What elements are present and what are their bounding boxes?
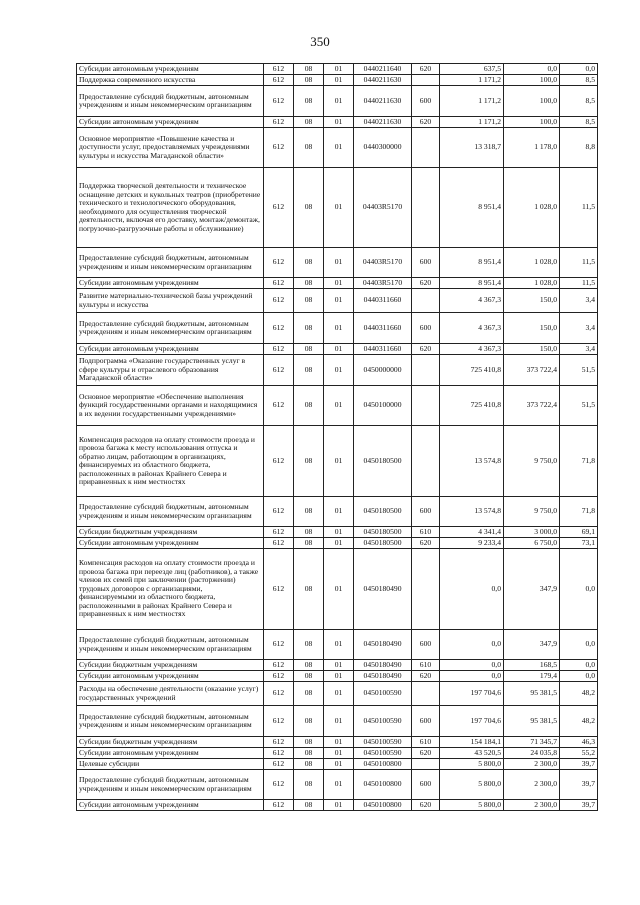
row-name: Подпрограмма «Оказание государственных услуг в сфере культуры и отраслевого образования Магаданской области» [77,355,264,386]
plan-amount: 5 800,0 [440,770,504,800]
ministry-code: 612 [264,117,294,128]
actual-amount: 9 750,0 [504,426,560,497]
subsection-code: 01 [324,344,354,355]
table-row [77,538,598,549]
actual-amount: 1 028,0 [504,278,560,289]
table-row [77,737,598,748]
row-name: Предоставление субсидий бюджетным, автономным учреждениям и иным некоммерческим организациям [77,497,264,527]
target-article: 04403R5170 [354,168,412,248]
ministry-code: 612 [264,86,294,117]
plan-amount: 1 171,2 [440,86,504,117]
actual-amount: 347,9 [504,630,560,660]
section-code: 08 [294,289,324,313]
target-article: 0450180490 [354,660,412,671]
subsection-code: 01 [324,759,354,770]
plan-amount: 8 951,4 [440,278,504,289]
plan-amount: 197 704,6 [440,706,504,737]
table-row [77,289,598,313]
expense-type: 600 [412,248,440,278]
plan-amount: 725 410,8 [440,386,504,426]
subsection-code: 01 [324,75,354,86]
table-row [77,313,598,344]
percent-executed: 0,0 [560,630,598,660]
plan-amount: 637,5 [440,64,504,75]
section-code: 08 [294,497,324,527]
row-name: Субсидии автономным учреждениям [77,538,264,549]
subsection-code: 01 [324,355,354,386]
ministry-code: 612 [264,64,294,75]
percent-executed: 39,7 [560,800,598,811]
target-article: 0450000000 [354,355,412,386]
percent-executed: 71,8 [560,497,598,527]
section-code: 08 [294,538,324,549]
percent-executed: 0,0 [560,64,598,75]
target-article: 0450180490 [354,630,412,660]
percent-executed: 3,4 [560,313,598,344]
ministry-code: 612 [264,313,294,344]
ministry-code: 612 [264,770,294,800]
actual-amount: 347,9 [504,549,560,630]
percent-executed: 8,5 [560,86,598,117]
table-row [77,117,598,128]
plan-amount: 0,0 [440,671,504,682]
subsection-code: 01 [324,630,354,660]
table-row [77,386,598,426]
actual-amount: 2 300,0 [504,770,560,800]
plan-amount: 725 410,8 [440,355,504,386]
actual-amount: 71 345,7 [504,737,560,748]
table-row [77,748,598,759]
row-name: Основное мероприятие «Обеспечение выполнения функций государственными органами и находящимися в их ведении государственными учреждениями» [77,386,264,426]
target-article: 0440311660 [354,289,412,313]
table-row [77,64,598,75]
table-row [77,75,598,86]
row-name: Компенсация расходов на оплату стоимости проезда и провоза багажа при переезде лиц (работников), а также членов их семей при заключении (расторжении) трудовых договоров с организациями, финансируемыми из областного бюджета, расположенными в районах Крайнего Севера и приравненных к ним местностях [77,549,264,630]
expense-type: 620 [412,64,440,75]
actual-amount: 168,5 [504,660,560,671]
subsection-code: 01 [324,426,354,497]
expense-type [412,289,440,313]
ministry-code: 612 [264,630,294,660]
section-code: 08 [294,800,324,811]
budget-table [76,63,598,811]
plan-amount: 4 367,3 [440,313,504,344]
row-name: Субсидии автономным учреждениям [77,64,264,75]
ministry-code: 612 [264,671,294,682]
table-row [77,770,598,800]
section-code: 08 [294,64,324,75]
section-code: 08 [294,355,324,386]
plan-amount: 5 800,0 [440,759,504,770]
percent-executed: 51,5 [560,386,598,426]
plan-amount: 8 951,4 [440,168,504,248]
table-body [77,64,598,811]
row-name: Субсидии автономным учреждениям [77,800,264,811]
actual-amount: 100,0 [504,75,560,86]
subsection-code: 01 [324,313,354,344]
expense-type [412,549,440,630]
percent-executed: 51,5 [560,355,598,386]
expense-type: 600 [412,770,440,800]
percent-executed: 48,2 [560,706,598,737]
plan-amount: 154 184,1 [440,737,504,748]
table-row [77,759,598,770]
percent-executed: 8,8 [560,128,598,168]
plan-amount: 4 367,3 [440,289,504,313]
row-name: Целевые субсидии [77,759,264,770]
ministry-code: 612 [264,355,294,386]
row-name: Субсидии бюджетным учреждениям [77,527,264,538]
section-code: 08 [294,168,324,248]
actual-amount: 373 722,4 [504,386,560,426]
ministry-code: 612 [264,800,294,811]
actual-amount: 24 035,8 [504,748,560,759]
percent-executed: 3,4 [560,344,598,355]
subsection-code: 01 [324,770,354,800]
percent-executed: 0,0 [560,660,598,671]
ministry-code: 612 [264,75,294,86]
target-article: 0440211630 [354,75,412,86]
actual-amount: 2 300,0 [504,759,560,770]
actual-amount: 1 178,0 [504,128,560,168]
plan-amount: 197 704,6 [440,682,504,706]
expense-type: 610 [412,660,440,671]
table-row [77,630,598,660]
subsection-code: 01 [324,538,354,549]
section-code: 08 [294,682,324,706]
expense-type: 620 [412,800,440,811]
section-code: 08 [294,549,324,630]
expense-type: 600 [412,630,440,660]
expense-type [412,386,440,426]
percent-executed: 55,2 [560,748,598,759]
plan-amount: 1 171,2 [440,75,504,86]
expense-type: 600 [412,313,440,344]
section-code: 08 [294,278,324,289]
table-row [77,497,598,527]
percent-executed: 3,4 [560,289,598,313]
table-row [77,682,598,706]
plan-amount: 13 574,8 [440,426,504,497]
actual-amount: 100,0 [504,86,560,117]
row-name: Субсидии автономным учреждениям [77,278,264,289]
expense-type [412,128,440,168]
subsection-code: 01 [324,660,354,671]
percent-executed: 11,5 [560,168,598,248]
percent-executed: 0,0 [560,671,598,682]
actual-amount: 2 300,0 [504,800,560,811]
row-name: Расходы на обеспечение деятельности (оказание услуг) государственных учреждений [77,682,264,706]
actual-amount: 150,0 [504,289,560,313]
row-name: Субсидии автономным учреждениям [77,748,264,759]
target-article: 0450100000 [354,386,412,426]
ministry-code: 612 [264,759,294,770]
table-row [77,800,598,811]
target-article: 0440300000 [354,128,412,168]
subsection-code: 01 [324,278,354,289]
expense-type [412,759,440,770]
plan-amount: 9 233,4 [440,538,504,549]
actual-amount: 179,4 [504,671,560,682]
plan-amount: 43 520,5 [440,748,504,759]
section-code: 08 [294,748,324,759]
percent-executed: 71,8 [560,426,598,497]
target-article: 0450180500 [354,426,412,497]
target-article: 0450100590 [354,737,412,748]
row-name: Поддержка творческой деятельности и техническое оснащение детских и кукольных театров (приобретение технического и технологического оборудования, необходимого для осуществления творческой деятельности, включая его доставку, монтаж/демонтаж, погрузочно-разгрузочные работы и обслуживание) [77,168,264,248]
expense-type: 620 [412,671,440,682]
expense-type [412,168,440,248]
row-name: Предоставление субсидий бюджетным, автономным учреждениям и иным некоммерческим организациям [77,706,264,737]
row-name: Предоставление субсидий бюджетным, автономным учреждениям и иным некоммерческим организациям [77,248,264,278]
section-code: 08 [294,117,324,128]
plan-amount: 0,0 [440,549,504,630]
subsection-code: 01 [324,86,354,117]
ministry-code: 612 [264,168,294,248]
actual-amount: 95 381,5 [504,706,560,737]
plan-amount: 8 951,4 [440,248,504,278]
section-code: 08 [294,737,324,748]
table-row [77,706,598,737]
row-name: Предоставление субсидий бюджетным, автономным учреждениям и иным некоммерческим организациям [77,630,264,660]
target-article: 0450100590 [354,706,412,737]
ministry-code: 612 [264,549,294,630]
row-name: Основное мероприятие «Повышение качества и доступности услуг, предоставляемых учреждениями культуры и искусства Магаданской области» [77,128,264,168]
plan-amount: 0,0 [440,660,504,671]
row-name: Предоставление субсидий бюджетным, автономным учреждениям и иным некоммерческим организациям [77,313,264,344]
section-code: 08 [294,128,324,168]
percent-executed: 0,0 [560,549,598,630]
target-article: 0440311660 [354,344,412,355]
section-code: 08 [294,527,324,538]
target-article: 0440211630 [354,86,412,117]
section-code: 08 [294,660,324,671]
target-article: 0450180500 [354,527,412,538]
section-code: 08 [294,86,324,117]
subsection-code: 01 [324,549,354,630]
plan-amount: 13 318,7 [440,128,504,168]
table-row [77,168,598,248]
target-article: 0440311660 [354,313,412,344]
expense-type [412,75,440,86]
subsection-code: 01 [324,748,354,759]
section-code: 08 [294,759,324,770]
table-row [77,426,598,497]
row-name: Субсидии автономным учреждениям [77,671,264,682]
row-name: Субсидии бюджетным учреждениям [77,737,264,748]
target-article: 0440211640 [354,64,412,75]
row-name: Субсидии автономным учреждениям [77,344,264,355]
plan-amount: 4 341,4 [440,527,504,538]
table-row [77,549,598,630]
table-row [77,248,598,278]
target-article: 0450180490 [354,671,412,682]
subsection-code: 01 [324,671,354,682]
target-article: 0450100800 [354,770,412,800]
ministry-code: 612 [264,737,294,748]
actual-amount: 95 381,5 [504,682,560,706]
subsection-code: 01 [324,527,354,538]
actual-amount: 1 028,0 [504,248,560,278]
plan-amount: 4 367,3 [440,344,504,355]
percent-executed: 39,7 [560,770,598,800]
subsection-code: 01 [324,497,354,527]
expense-type: 620 [412,278,440,289]
ministry-code: 612 [264,538,294,549]
section-code: 08 [294,770,324,800]
subsection-code: 01 [324,168,354,248]
row-name: Субсидии бюджетным учреждениям [77,660,264,671]
subsection-code: 01 [324,682,354,706]
table-row [77,660,598,671]
section-code: 08 [294,344,324,355]
subsection-code: 01 [324,64,354,75]
expense-type [412,682,440,706]
table-row [77,355,598,386]
target-article: 0450100590 [354,682,412,706]
target-article: 0450100590 [354,748,412,759]
row-name: Предоставление субсидий бюджетным, автономным учреждениям и иным некоммерческим организациям [77,770,264,800]
ministry-code: 612 [264,527,294,538]
section-code: 08 [294,313,324,344]
percent-executed: 69,1 [560,527,598,538]
ministry-code: 612 [264,289,294,313]
ministry-code: 612 [264,682,294,706]
expense-type: 600 [412,706,440,737]
subsection-code: 01 [324,289,354,313]
table-row [77,527,598,538]
target-article: 0450100800 [354,800,412,811]
ministry-code: 612 [264,426,294,497]
actual-amount: 150,0 [504,344,560,355]
plan-amount: 0,0 [440,630,504,660]
percent-executed: 8,5 [560,117,598,128]
section-code: 08 [294,671,324,682]
ministry-code: 612 [264,128,294,168]
expense-type: 600 [412,497,440,527]
actual-amount: 3 000,0 [504,527,560,538]
expense-type: 600 [412,86,440,117]
row-name: Субсидии автономным учреждениям [77,117,264,128]
section-code: 08 [294,630,324,660]
section-code: 08 [294,386,324,426]
expense-type: 610 [412,737,440,748]
plan-amount: 5 800,0 [440,800,504,811]
page-number: 350 [310,34,330,49]
actual-amount: 9 750,0 [504,497,560,527]
table-row [77,86,598,117]
percent-executed: 39,7 [560,759,598,770]
ministry-code: 612 [264,344,294,355]
section-code: 08 [294,248,324,278]
row-name: Предоставление субсидий бюджетным, автономным учреждениям и иным некоммерческим организациям [77,86,264,117]
subsection-code: 01 [324,737,354,748]
ministry-code: 612 [264,706,294,737]
percent-executed: 73,1 [560,538,598,549]
subsection-code: 01 [324,386,354,426]
target-article: 0440211630 [354,117,412,128]
actual-amount: 0,0 [504,64,560,75]
target-article: 0450180500 [354,538,412,549]
actual-amount: 100,0 [504,117,560,128]
section-code: 08 [294,706,324,737]
table-row [77,344,598,355]
expense-type: 620 [412,748,440,759]
ministry-code: 612 [264,278,294,289]
target-article: 0450180500 [354,497,412,527]
percent-executed: 48,2 [560,682,598,706]
ministry-code: 612 [264,497,294,527]
plan-amount: 13 574,8 [440,497,504,527]
percent-executed: 46,3 [560,737,598,748]
subsection-code: 01 [324,800,354,811]
subsection-code: 01 [324,117,354,128]
row-name: Компенсация расходов на оплату стоимости проезда и провоза багажа к месту использования отпуска и обратно лицам, работающим в организациях, финансируемых из областного бюджета, расположенных в районах Крайнего Севера и приравненных к ним местностях [77,426,264,497]
percent-executed: 11,5 [560,278,598,289]
target-article: 0450180490 [354,549,412,630]
subsection-code: 01 [324,248,354,278]
actual-amount: 1 028,0 [504,168,560,248]
actual-amount: 6 750,0 [504,538,560,549]
expense-type: 620 [412,538,440,549]
actual-amount: 373 722,4 [504,355,560,386]
expense-type: 620 [412,344,440,355]
section-code: 08 [294,75,324,86]
actual-amount: 150,0 [504,313,560,344]
ministry-code: 612 [264,748,294,759]
table-row [77,128,598,168]
percent-executed: 11,5 [560,248,598,278]
ministry-code: 612 [264,248,294,278]
expense-type [412,426,440,497]
target-article: 04403R5170 [354,248,412,278]
subsection-code: 01 [324,128,354,168]
subsection-code: 01 [324,706,354,737]
row-name: Развитие материально-технической базы учреждений культуры и искусства [77,289,264,313]
plan-amount: 1 171,2 [440,117,504,128]
row-name: Поддержка современного искусства [77,75,264,86]
ministry-code: 612 [264,660,294,671]
percent-executed: 8,5 [560,75,598,86]
expense-type: 610 [412,527,440,538]
ministry-code: 612 [264,386,294,426]
expense-type: 620 [412,117,440,128]
table-row [77,671,598,682]
section-code: 08 [294,426,324,497]
expense-type [412,355,440,386]
target-article: 04403R5170 [354,278,412,289]
target-article: 0450100800 [354,759,412,770]
table-row [77,278,598,289]
